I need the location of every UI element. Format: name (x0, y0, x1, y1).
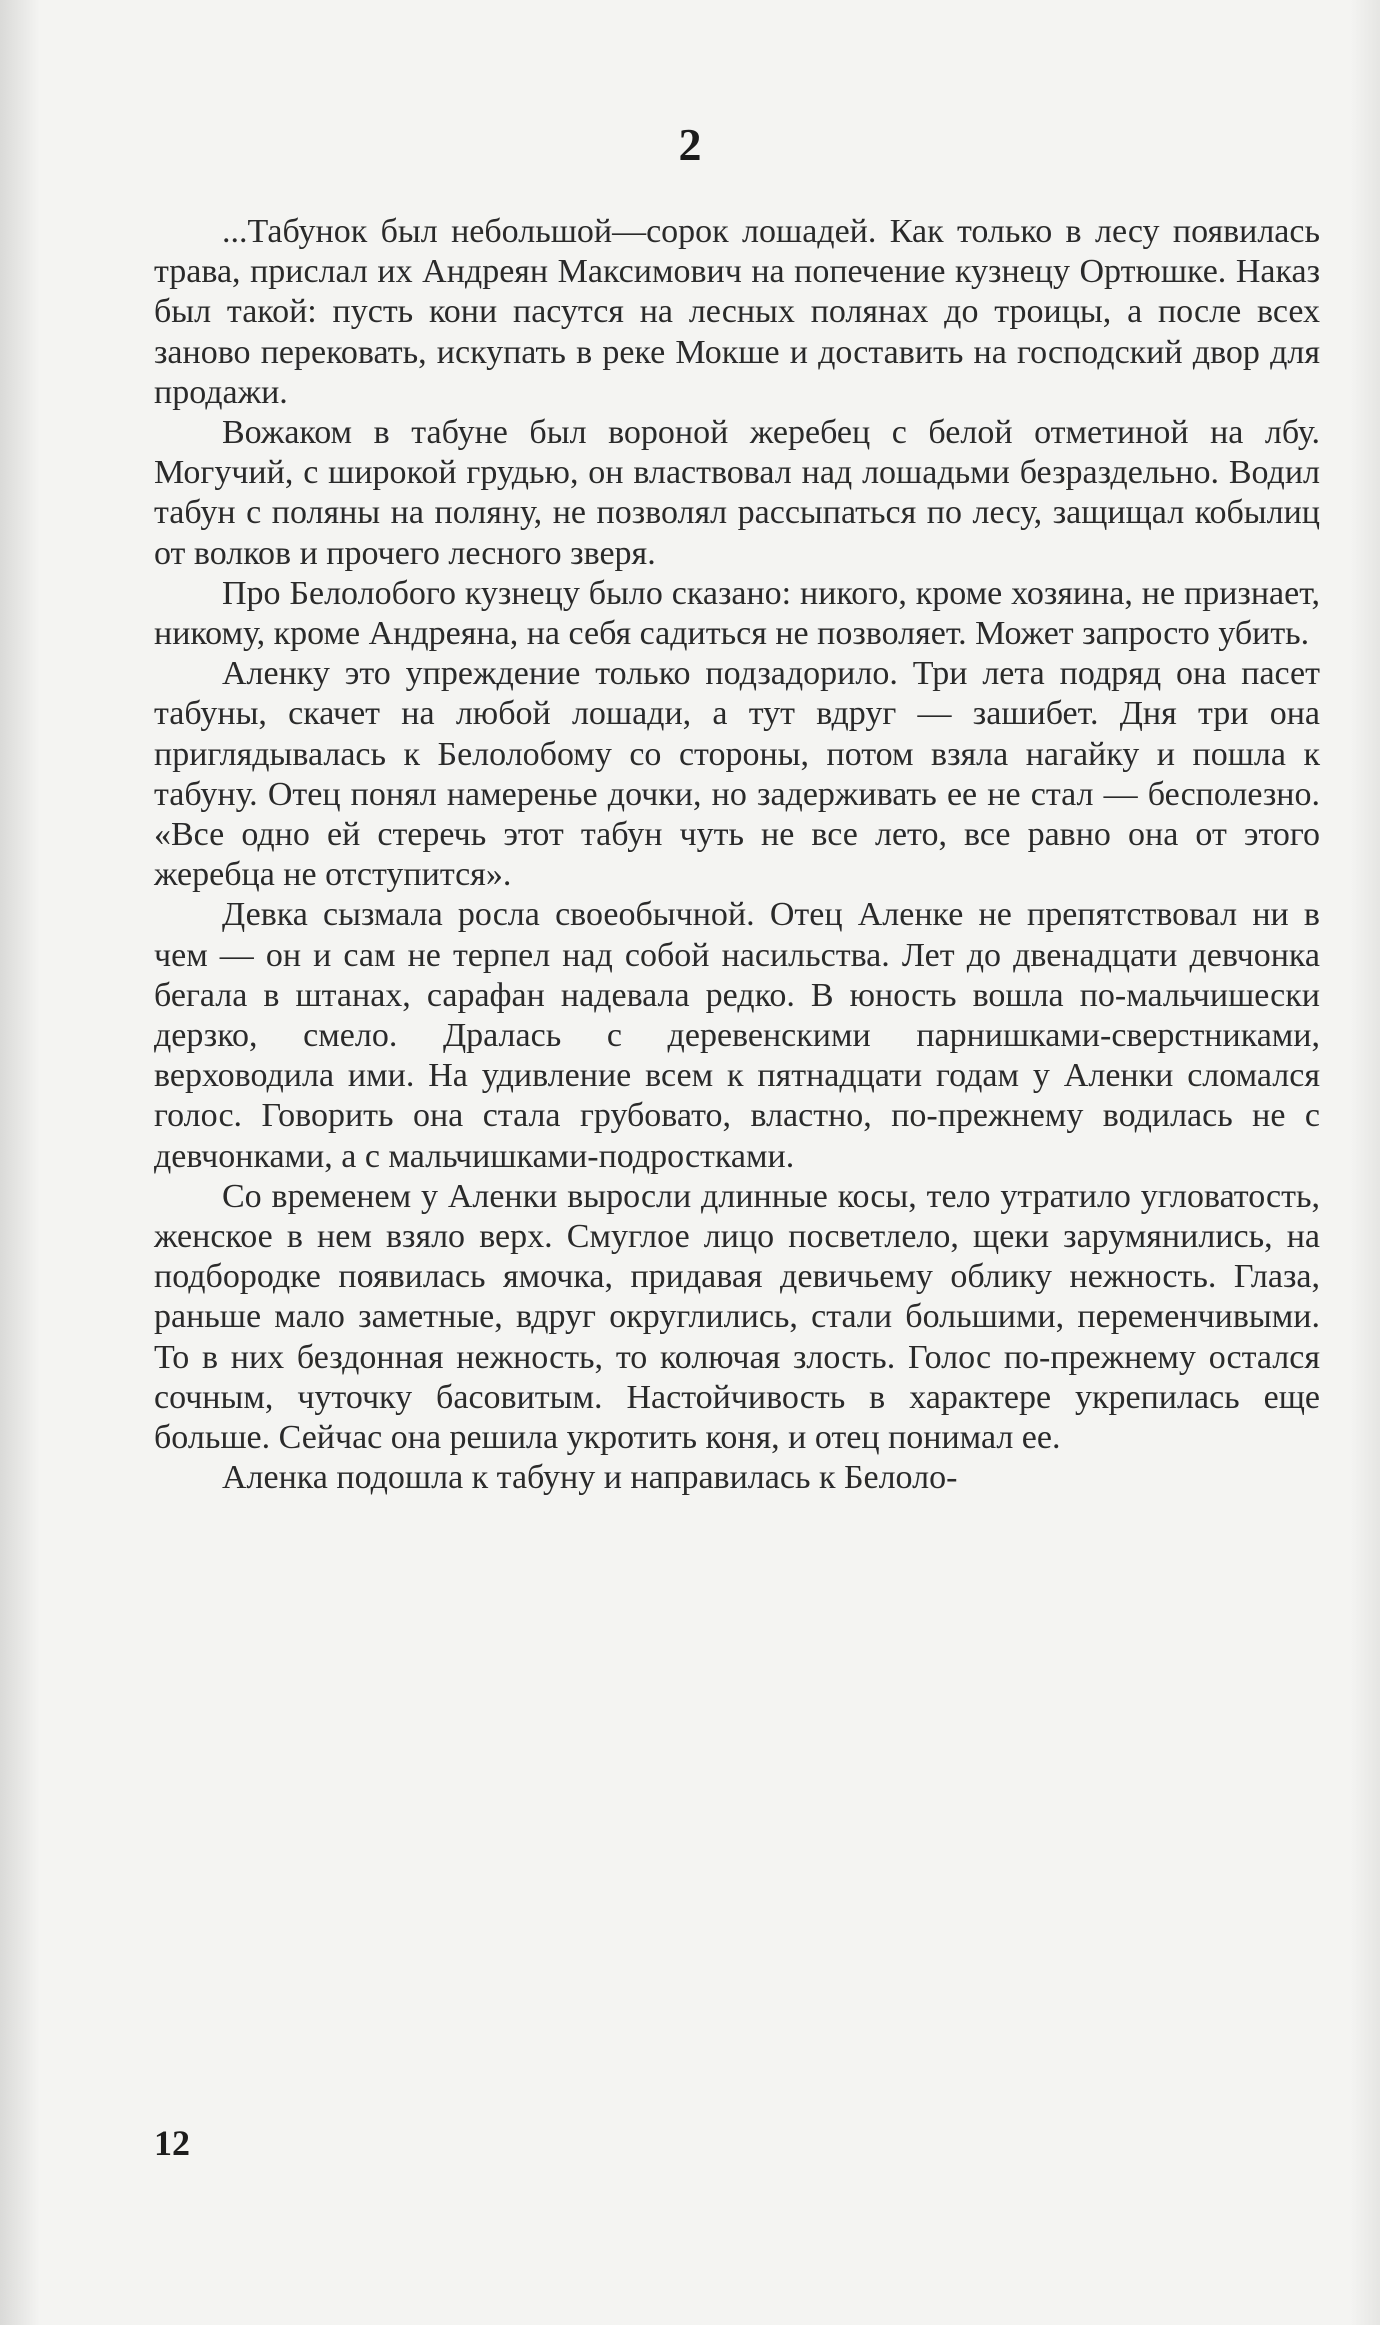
paragraph: Вожаком в табуне был вороной жеребец с белой отметиной на лбу. Могучий, с широкой грудью, он властвовал над лошадьми безраздельно. Водил табун с поляны на поляну, не позволял рассыпаться по лесу, защищал кобылиц от волков и прочего лесного зверя. (154, 414, 1320, 572)
paragraph: Девка сызмала росла своеобычной. Отец Аленке не препятствовал ни в чем — он и сам не терпел над собой насильства. Лет до двенадцати девчонка бегала в штанах, сарафан надевала редко. В юность вошла по-мальчишески дерзко, смело. Дралась с деревенскими парнишками-сверстниками, верховодила ими. На удивление всем к пятнадцати годам у Аленки сломался голос. Говорить она стала грубовато, властно, по-прежнему водилась не с девчонками, а с мальчишками-подростками. (154, 896, 1320, 1175)
chapter-number: 2 (678, 119, 702, 170)
body-text (154, 212, 1320, 1499)
page-edge-shadow-left (0, 0, 40, 2325)
page-number: 12 (154, 2123, 190, 2163)
paragraph: Про Белолобого кузнецу было сказано: никого, кроме хозяина, не признает, никому, кроме Андреяна, на себя садиться не позволяет. Может запросто убить. (154, 574, 1320, 653)
paragraph: Аленка подошла к табуну и направилась к Белоло- (222, 1459, 958, 1497)
paragraph: ...Табунок был небольшой—сорок лошадей. Как только в лесу появилась трава, прислал их Андреян Максимович на попечение кузнецу Ортюшке. Наказ был такой: пусть кони пасутся на лесных полянах до троицы, а после всех заново перековать, искупать в реке Мокше и доставить на господский двор для продажи. (154, 213, 1320, 411)
paragraph: Аленку это упреждение только подзадорило. Три лета подряд она пасет табуны, скачет на любой лошади, а тут вдруг — зашибет. Дня три она приглядывалась к Белолобому со стороны, потом взяла нагайку и пошла к табуну. Отец понял намеренье дочки, но задерживать ее не стал — бесполезно. «Все одно ей стеречь этот табун чуть не все лето, все равно она от этого жеребца не отступится». (154, 655, 1320, 894)
page-edge-shadow-right (1350, 0, 1380, 2325)
paragraph: Со временем у Аленки выросли длинные косы, тело утратило угловатость, женское в нем взяло верх. Смуглое лицо посветлело, щеки зарумянились, на подбородке появилась ямочка, придавая девичьему облику нежность. Глаза, раньше мало заметные, вдруг округлились, стали большими, переменчивыми. То в них бездонная нежность, то колючая злость. Голос по-прежнему остался сочным, чуточку басовитым. Настойчивость в характере укрепилась еще больше. Сейчас она решила укротить коня, и отец понимал ее. (154, 1177, 1320, 1457)
